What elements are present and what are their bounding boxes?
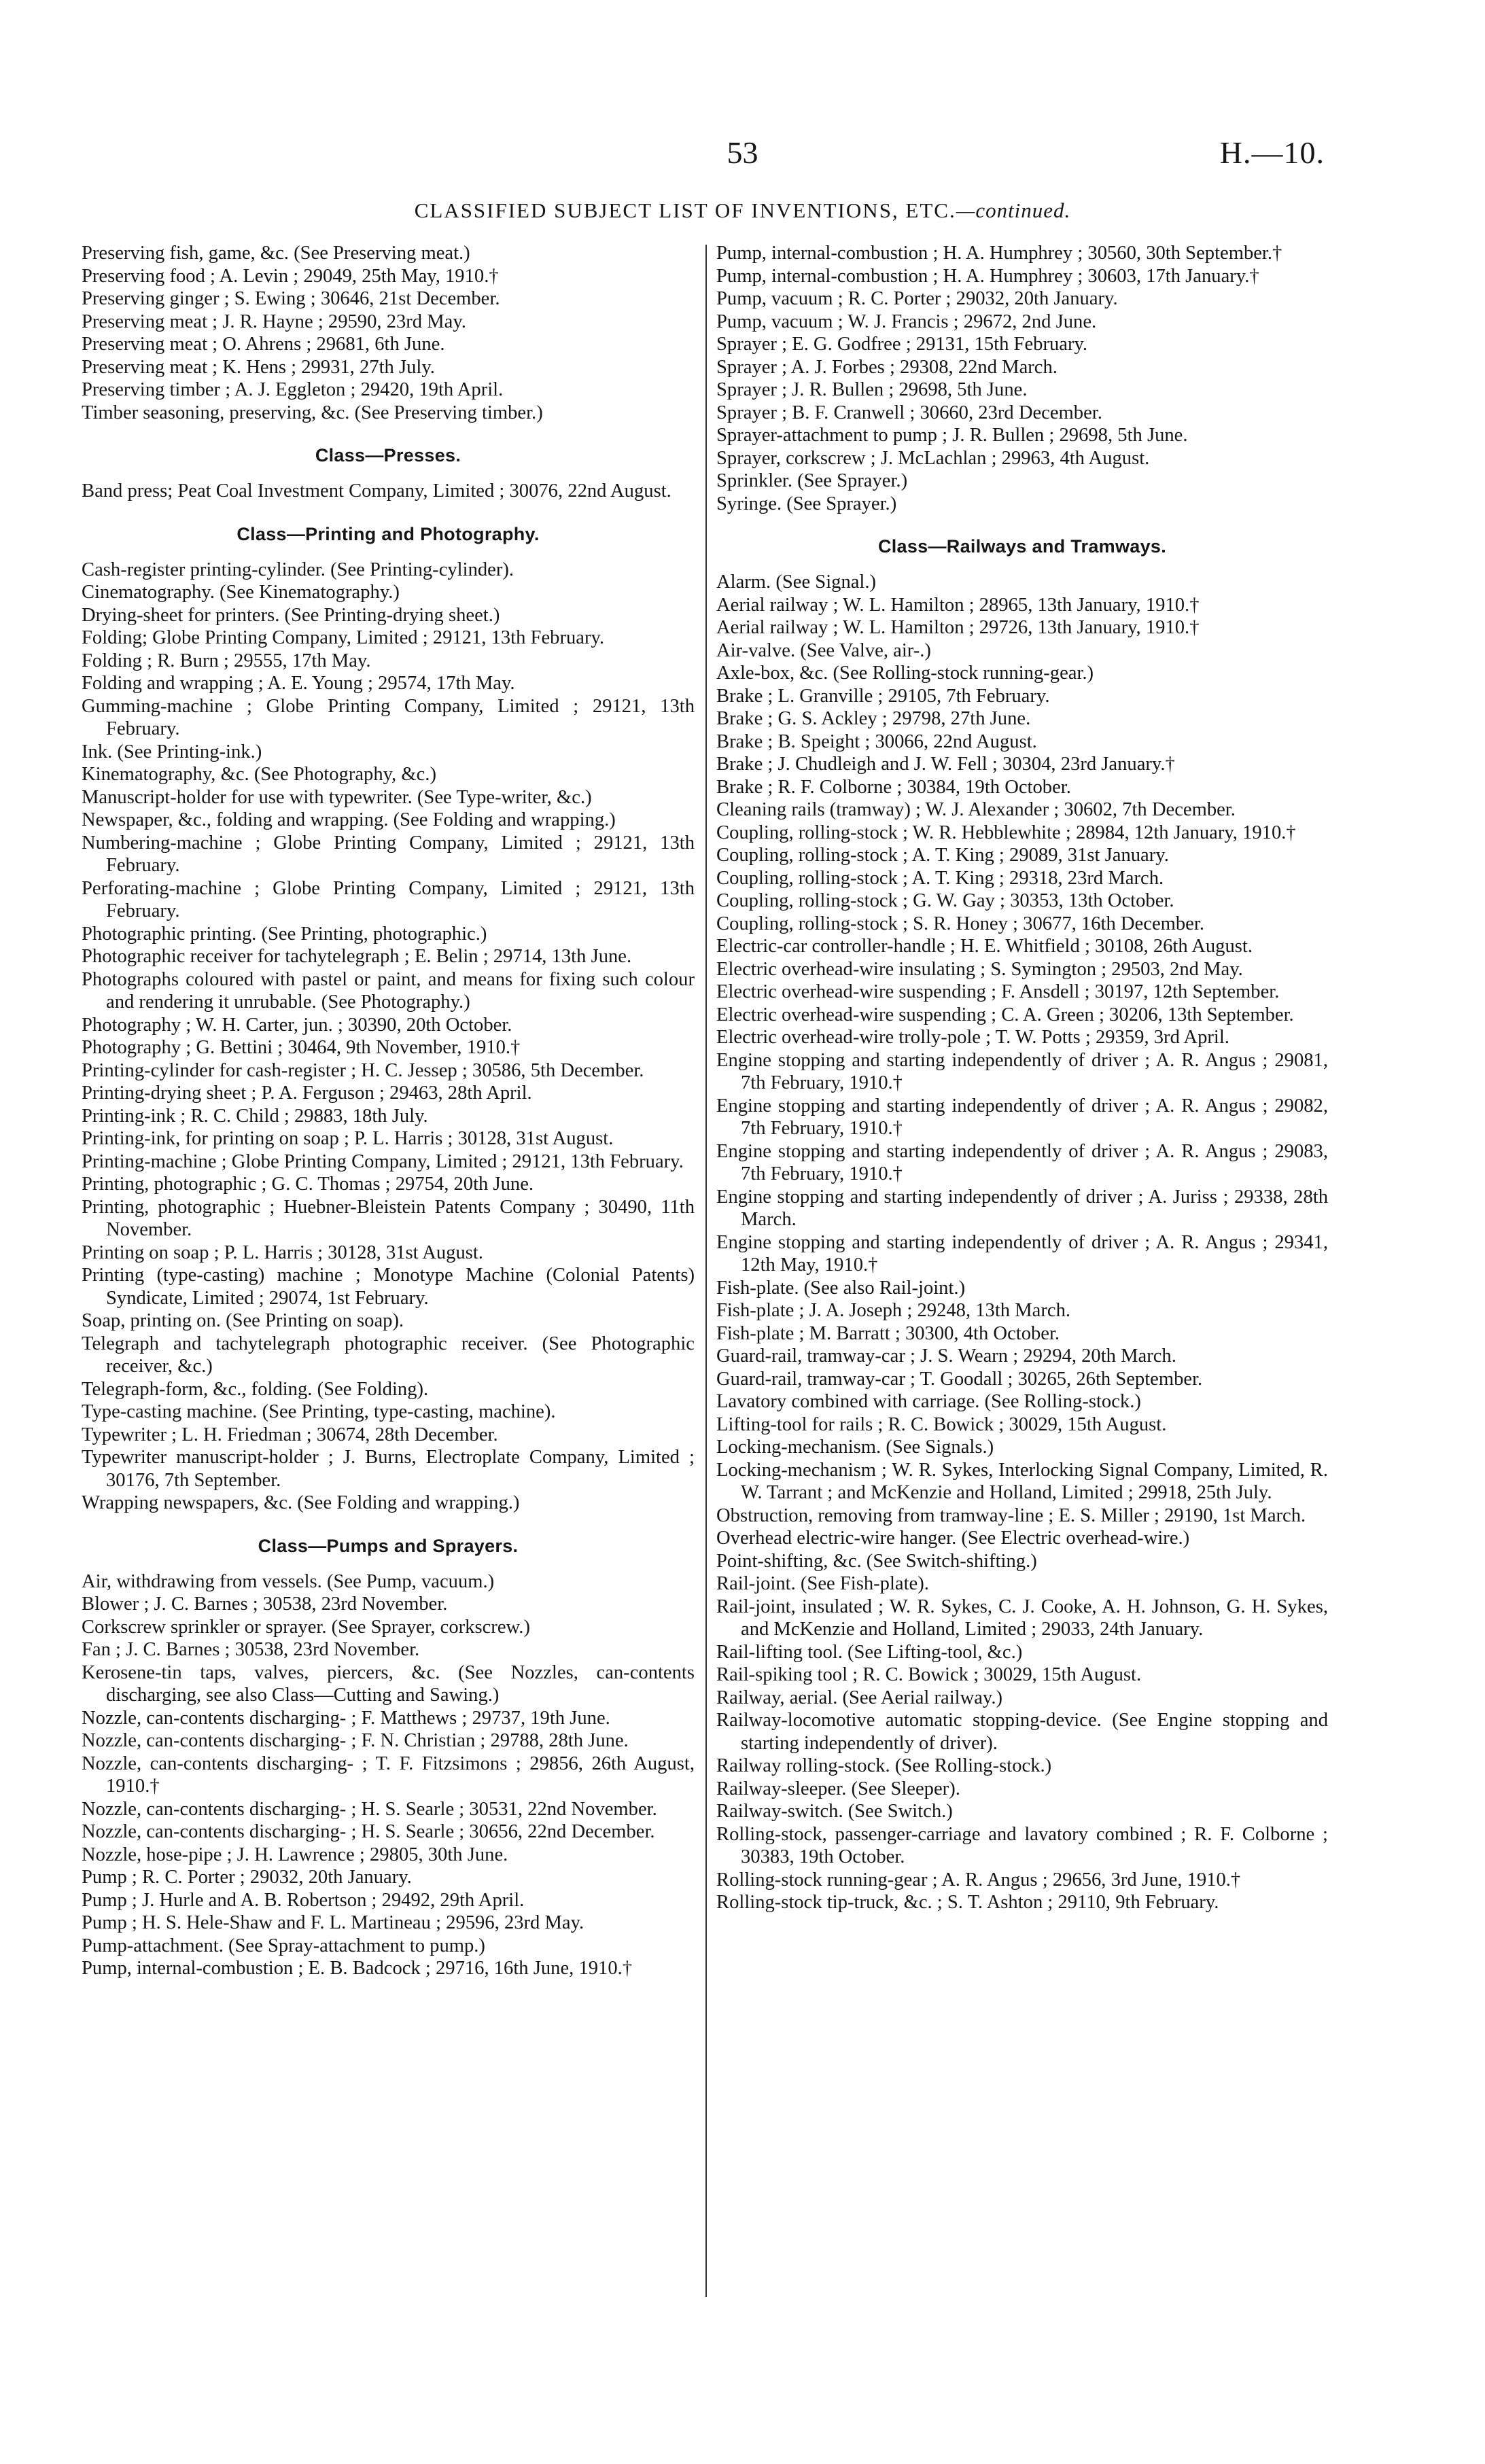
list-entry: Cinematography. (See Kinematography.) xyxy=(82,582,400,603)
list-entry: Aerial railway ; W. L. Hamilton ; 28965, 13th January, 1910.† xyxy=(716,594,1200,616)
list-entry: Sprinkler. (See Sprayer.) xyxy=(716,470,908,491)
list-entry: Brake ; L. Granville ; 29105, 7th February. xyxy=(716,685,1050,707)
list-entry: Printing, photographic ; Huebner-Bleistein Patents Company ; 30490, 11th November. xyxy=(82,1196,695,1240)
list-entry: Pump, internal-combustion ; E. B. Badcock ; 29716, 16th June, 1910.† xyxy=(82,1958,633,1979)
list-entry: Kinematography, &c. (See Photography, &c.) xyxy=(82,764,436,785)
running-title xyxy=(0,198,1485,223)
list-entry: Sprayer ; J. R. Bullen ; 29698, 5th June. xyxy=(716,379,1028,400)
list-entry: Sprayer ; E. G. Godfree ; 29131, 15th February. xyxy=(716,334,1088,355)
list-entry: Drying-sheet for printers. (See Printing-drying sheet.) xyxy=(82,604,500,626)
list-entry: Engine stopping and starting independently of driver ; A. R. Angus ; 29082, 7th February, 1910.† xyxy=(716,1095,1328,1139)
list-entry: Rolling-stock running-gear ; A. R. Angus ; 29656, 3rd June, 1910.† xyxy=(716,1869,1241,1890)
list-entry: Rail-spiking tool ; R. C. Bowick ; 30029, 15th August. xyxy=(716,1664,1142,1685)
list-entry: Photographic receiver for tachytelegraph ; E. Belin ; 29714, 13th June. xyxy=(82,946,632,967)
list-entry: Brake ; J. Chudleigh and J. W. Fell ; 30304, 23rd January.† xyxy=(716,754,1175,775)
right-column xyxy=(716,242,1328,1914)
list-entry: Coupling, rolling-stock ; G. W. Gay ; 30353, 13th October. xyxy=(716,890,1174,911)
list-entry: Sprayer ; A. J. Forbes ; 29308, 22nd March. xyxy=(716,356,1058,378)
list-entry: Railway-locomotive automatic stopping-device. (See Engine stopping and starting independently of driver). xyxy=(716,1710,1328,1754)
list-entry: Printing (type-casting) machine ; Monotype Machine (Colonial Patents) Syndicate, Limited ; 29074, 1st February. xyxy=(82,1265,695,1309)
list-entry: Cash-register printing-cylinder. (See Printing-cylinder). xyxy=(82,559,514,580)
list-entry: Brake ; R. F. Colborne ; 30384, 19th October. xyxy=(716,776,1071,798)
list-entry: Pump, vacuum ; W. J. Francis ; 29672, 2nd June. xyxy=(716,311,1097,332)
list-entry: Folding; Globe Printing Company, Limited ; 29121, 13th February. xyxy=(82,627,605,648)
list-entry: Pump ; R. C. Porter ; 29032, 20th January. xyxy=(82,1867,412,1888)
left-column xyxy=(82,242,695,1980)
list-entry: Blower ; J. C. Barnes ; 30538, 23rd November. xyxy=(82,1594,448,1615)
list-entry: Preserving ginger ; S. Ewing ; 30646, 21st December. xyxy=(82,288,500,309)
list-entry: Syringe. (See Sprayer.) xyxy=(716,493,897,514)
list-entry: Printing-machine ; Globe Printing Company, Limited ; 29121, 13th February. xyxy=(82,1150,684,1172)
list-entry: Gumming-machine ; Globe Printing Company, Limited ; 29121, 13th February. xyxy=(82,695,695,739)
list-entry: Air, withdrawing from vessels. (See Pump, vacuum.) xyxy=(82,1570,495,1592)
list-entry: Engine stopping and starting independently of driver ; A. R. Angus ; 29341, 12th May, 1910.† xyxy=(716,1231,1328,1275)
list-entry: Preserving meat ; K. Hens ; 29931, 27th July. xyxy=(82,356,435,378)
list-entry: Coupling, rolling-stock ; W. R. Hebblewhite ; 28984, 12th January, 1910.† xyxy=(716,822,1296,843)
list-entry: Alarm. (See Signal.) xyxy=(716,571,877,593)
list-entry: Guard-rail, tramway-car ; J. S. Wearn ; 29294, 20th March. xyxy=(716,1345,1176,1367)
list-entry: Printing-ink, for printing on soap ; P. L. Harris ; 30128, 31st August. xyxy=(82,1128,614,1149)
list-entry: Pump, internal-combustion ; H. A. Humphrey ; 30560, 30th September.† xyxy=(716,243,1282,264)
list-entry: Wrapping newspapers, &c. (See Folding and wrapping.) xyxy=(82,1492,520,1513)
list-entry: Folding ; R. Burn ; 29555, 17th May. xyxy=(82,650,371,671)
list-entry: Band press; Peat Coal Investment Company, Limited ; 30076, 22nd August. xyxy=(82,480,671,501)
list-entry: Air-valve. (See Valve, air-.) xyxy=(716,639,931,661)
list-entry: Cleaning rails (tramway) ; W. J. Alexander ; 30602, 7th December. xyxy=(716,799,1236,820)
list-entry: Nozzle, can-contents discharging- ; H. S. Searle ; 30531, 22nd November. xyxy=(82,1798,657,1820)
list-entry: Axle-box, &c. (See Rolling-stock running-gear.) xyxy=(716,663,1094,684)
class-heading: Class—Railways and Tramways. xyxy=(877,536,1167,557)
list-entry: Type-casting machine. (See Printing, type-casting, machine). xyxy=(82,1401,556,1422)
list-entry: Railway, aerial. (See Aerial railway.) xyxy=(716,1687,1003,1708)
running-title-text: CLASSIFIED SUBJECT LIST OF INVENTIONS, ETC. xyxy=(414,198,956,222)
list-entry: Pump, internal-combustion ; H. A. Humphrey ; 30603, 17th January.† xyxy=(716,265,1259,287)
list-entry: Nozzle, can-contents discharging- ; H. S. Searle ; 30656, 22nd December. xyxy=(82,1821,655,1842)
list-entry: Photography ; W. H. Carter, jun. ; 30390, 20th October. xyxy=(82,1014,512,1036)
list-entry: Pump ; J. Hurle and A. B. Robertson ; 29492, 29th April. xyxy=(82,1889,525,1911)
list-entry: Fish-plate. (See also Rail-joint.) xyxy=(716,1277,966,1299)
class-heading: Class—Pumps and Sprayers. xyxy=(258,1535,519,1556)
list-entry: Electric-car controller-handle ; H. E. Whitfield ; 30108, 26th August. xyxy=(716,936,1253,957)
list-entry: Electric overhead-wire insulating ; S. Symington ; 29503, 2nd May. xyxy=(716,958,1243,980)
list-entry: Locking-mechanism. (See Signals.) xyxy=(716,1437,994,1458)
list-entry: Preserving fish, game, &c. (See Preserving meat.) xyxy=(82,243,470,264)
class-heading: Class—Printing and Photography. xyxy=(237,523,540,544)
list-entry: Rail-lifting tool. (See Lifting-tool, &c.) xyxy=(716,1641,1023,1663)
list-entry: Telegraph-form, &c., folding. (See Folding). xyxy=(82,1378,429,1400)
list-entry: Rolling-stock tip-truck, &c. ; S. T. Ashton ; 29110, 9th February. xyxy=(716,1892,1219,1913)
list-entry: Corkscrew sprinkler or sprayer. (See Sprayer, corkscrew.) xyxy=(82,1616,530,1638)
list-entry: Photography ; G. Bettini ; 30464, 9th November, 1910.† xyxy=(82,1037,521,1058)
list-entry: Printing-ink ; R. C. Child ; 29883, 18th July. xyxy=(82,1105,428,1127)
list-entry: Railway-sleeper. (See Sleeper). xyxy=(716,1778,960,1799)
list-entry: Guard-rail, tramway-car ; T. Goodall ; 30265, 26th September. xyxy=(716,1368,1203,1390)
list-entry: Preserving food ; A. Levin ; 29049, 25th May, 1910.† xyxy=(82,265,499,287)
list-entry: Pump ; H. S. Hele-Shaw and F. L. Martineau ; 29596, 23rd May. xyxy=(82,1912,584,1933)
list-entry: Folding and wrapping ; A. E. Young ; 29574, 17th May. xyxy=(82,673,515,694)
list-entry: Aerial railway ; W. L. Hamilton ; 29726, 13th January, 1910.† xyxy=(716,617,1200,638)
list-entry: Rolling-stock, passenger-carriage and lavatory combined ; R. F. Colborne ; 30383, 19th October. xyxy=(716,1823,1328,1867)
document-reference: H.—10. xyxy=(1219,135,1325,170)
list-entry: Electric overhead-wire trolly-pole ; T. W. Potts ; 29359, 3rd April. xyxy=(716,1027,1229,1048)
list-entry: Lavatory combined with carriage. (See Rolling-stock.) xyxy=(716,1391,1141,1412)
list-entry: Kerosene-tin taps, valves, piercers, &c. (See Nozzles, can-contents discharging, see also Class—Cutting and Sawing.) xyxy=(82,1661,695,1706)
list-entry: Obstruction, removing from tramway-line ; E. S. Miller ; 29190, 1st March. xyxy=(716,1504,1306,1526)
list-entry: Rail-joint, insulated ; W. R. Sykes, C. J. Cooke, A. H. Johnson, G. H. Sykes, and McKenzie and Holland, Limited ; 29033, 24th January. xyxy=(716,1596,1328,1640)
list-entry: Fish-plate ; J. A. Joseph ; 29248, 13th March. xyxy=(716,1300,1071,1321)
list-entry: Typewriter manuscript-holder ; J. Burns, Electroplate Company, Limited ; 30176, 7th September. xyxy=(82,1447,695,1491)
list-entry: Perforating-machine ; Globe Printing Company, Limited ; 29121, 13th February. xyxy=(82,877,695,921)
list-entry: Numbering-machine ; Globe Printing Company, Limited ; 29121, 13th February. xyxy=(82,832,695,876)
list-entry: Preserving timber ; A. J. Eggleton ; 29420, 19th April. xyxy=(82,379,504,400)
list-entry: Nozzle, hose-pipe ; J. H. Lawrence ; 29805, 30th June. xyxy=(82,1844,508,1865)
list-entry: Printing-cylinder for cash-register ; H. C. Jessep ; 30586, 5th December. xyxy=(82,1059,644,1081)
list-entry: Printing, photographic ; G. C. Thomas ; 29754, 20th June. xyxy=(82,1174,534,1195)
list-entry: Pump-attachment. (See Spray-attachment to pump.) xyxy=(82,1935,485,1956)
list-entry: Timber seasoning, preserving, &c. (See Preserving timber.) xyxy=(82,402,543,423)
list-entry: Nozzle, can-contents discharging- ; T. F. Fitzsimons ; 29856, 26th August, 1910.† xyxy=(82,1753,695,1797)
list-entry: Locking-mechanism ; W. R. Sykes, Interlocking Signal Company, Limited, R. W. Tarrant ; and McKenzie and Holland, Limited ; 29918, 25th July. xyxy=(716,1459,1328,1503)
list-entry: Fish-plate ; M. Barratt ; 30300, 4th October. xyxy=(716,1322,1060,1344)
list-entry: Typewriter ; L. H. Friedman ; 30674, 28th December. xyxy=(82,1424,498,1445)
list-entry: Engine stopping and starting independently of driver ; A. R. Angus ; 29081, 7th February, 1910.† xyxy=(716,1049,1328,1093)
list-entry: Printing-drying sheet ; P. A. Ferguson ; 29463, 28th April. xyxy=(82,1083,532,1104)
list-entry: Point-shifting, &c. (See Switch-shifting.) xyxy=(716,1550,1037,1572)
list-entry: Lifting-tool for rails ; R. C. Bowick ; 30029, 15th August. xyxy=(716,1413,1167,1435)
list-entry: Electric overhead-wire suspending ; C. A. Green ; 30206, 13th September. xyxy=(716,1004,1294,1025)
list-entry: Engine stopping and starting independently of driver ; A. R. Angus ; 29083, 7th February, 1910.† xyxy=(716,1140,1328,1184)
list-entry: Ink. (See Printing-ink.) xyxy=(82,741,262,762)
page-number: 53 xyxy=(727,135,758,170)
list-entry: Fan ; J. C. Barnes ; 30538, 23rd November. xyxy=(82,1639,420,1660)
list-entry: Newspaper, &c., folding and wrapping. (See Folding and wrapping.) xyxy=(82,809,616,830)
list-entry: Engine stopping and starting independently of driver ; A. Juriss ; 29338, 28th March. xyxy=(716,1186,1328,1230)
list-entry: Soap, printing on. (See Printing on soap). xyxy=(82,1310,404,1331)
list-entry: Nozzle, can-contents discharging- ; F. N. Christian ; 29788, 28th June. xyxy=(82,1730,629,1751)
list-entry: Photographs coloured with pastel or paint, and means for fixing such colour and rendering it unrubable. (See Photography.) xyxy=(82,968,695,1013)
list-entry: Sprayer ; B. F. Cranwell ; 30660, 23rd December. xyxy=(716,402,1102,423)
column-divider xyxy=(705,245,707,2297)
list-entry: Railway-switch. (See Switch.) xyxy=(716,1801,953,1822)
list-entry: Overhead electric-wire hanger. (See Electric overhead-wire.) xyxy=(716,1528,1190,1549)
list-entry: Coupling, rolling-stock ; S. R. Honey ; 30677, 16th December. xyxy=(716,913,1204,934)
list-entry: Electric overhead-wire suspending ; F. Ansdell ; 30197, 12th September. xyxy=(716,981,1280,1002)
list-entry: Railway rolling-stock. (See Rolling-stock.) xyxy=(716,1755,1052,1776)
list-entry: Telegraph and tachytelegraph photographic receiver. (See Photographic receiver, &c.) xyxy=(82,1333,695,1377)
list-entry: Photographic printing. (See Printing, photographic.) xyxy=(82,923,487,945)
list-entry: Preserving meat ; O. Ahrens ; 29681, 6th June. xyxy=(82,334,445,355)
running-title-suffix: —continued. xyxy=(956,198,1071,222)
list-entry: Preserving meat ; J. R. Hayne ; 29590, 23rd May. xyxy=(82,311,466,332)
list-entry: Coupling, rolling-stock ; A. T. King ; 29089, 31st January. xyxy=(716,845,1169,866)
list-entry: Brake ; B. Speight ; 30066, 22nd August. xyxy=(716,731,1037,752)
class-heading: Class—Presses. xyxy=(315,445,461,465)
list-entry: Rail-joint. (See Fish-plate). xyxy=(716,1573,929,1594)
list-entry: Sprayer-attachment to pump ; J. R. Bullen ; 29698, 5th June. xyxy=(716,425,1188,446)
list-entry: Coupling, rolling-stock ; A. T. King ; 29318, 23rd March. xyxy=(716,867,1164,889)
list-entry: Pump, vacuum ; R. C. Porter ; 29032, 20th January. xyxy=(716,288,1118,309)
list-entry: Manuscript-holder for use with typewriter. (See Type-writer, &c.) xyxy=(82,786,592,808)
list-entry: Nozzle, can-contents discharging- ; F. Matthews ; 29737, 19th June. xyxy=(82,1707,610,1729)
list-entry: Sprayer, corkscrew ; J. McLachlan ; 29963, 4th August. xyxy=(716,447,1150,469)
list-entry: Brake ; G. S. Ackley ; 29798, 27th June. xyxy=(716,708,1031,729)
list-entry: Printing on soap ; P. L. Harris ; 30128, 31st August. xyxy=(82,1242,483,1263)
